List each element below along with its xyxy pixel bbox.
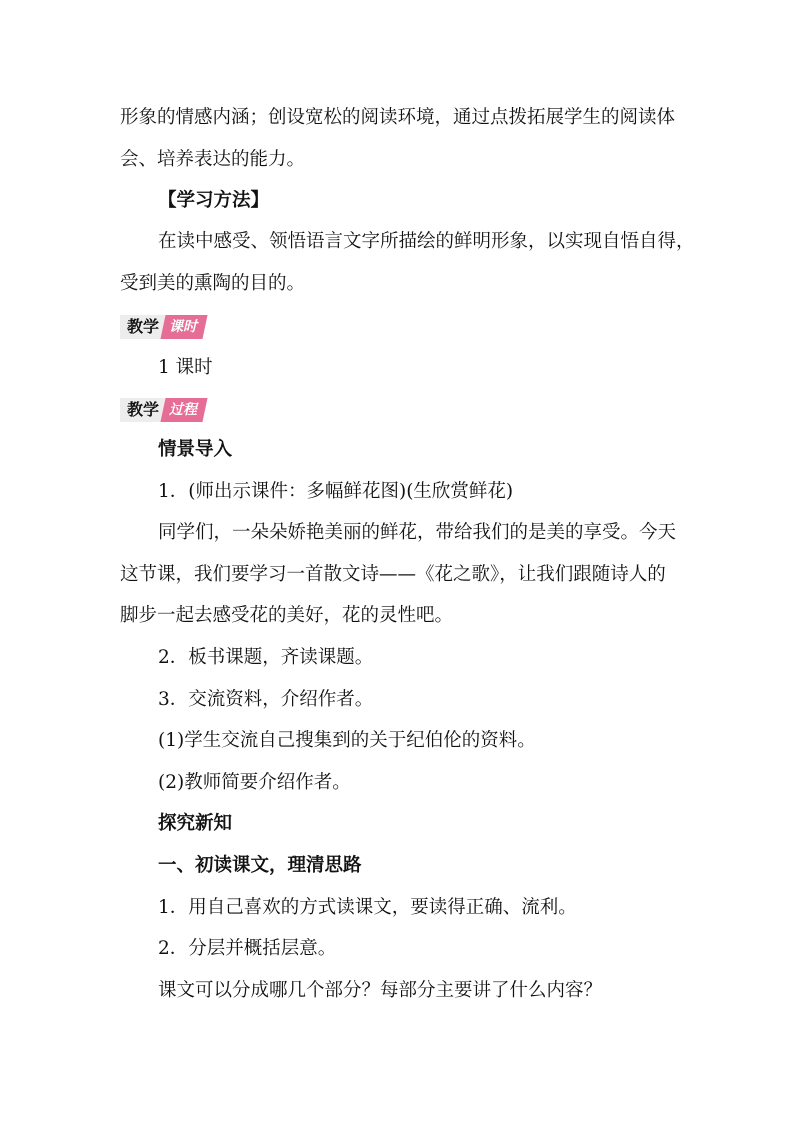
list-item: 3．交流资料，介绍作者。 bbox=[158, 689, 374, 710]
paragraph-line: 形象的情感内涵；创设宽松的阅读环境，通过点拨拓展学生的阅读体 bbox=[120, 107, 676, 128]
list-item: (2)教师简要介绍作者。 bbox=[158, 772, 351, 793]
section-heading-learning-method: 【学习方法】 bbox=[158, 190, 270, 211]
tag-right-label: 课时 bbox=[160, 315, 207, 339]
paragraph-line: 受到美的熏陶的目的。 bbox=[120, 273, 306, 294]
section-heading-first-reading: 一、初读课文，理清思路 bbox=[158, 855, 362, 876]
paragraph-line: 这节课，我们要学习一首散文诗——《花之歌》，让我们跟随诗人的 bbox=[120, 564, 666, 585]
paragraph-line: 在读中感受、领悟语言文字所描绘的鲜明形象，以实现自悟自得， bbox=[158, 231, 695, 252]
tag-left-label: 教学 bbox=[120, 315, 165, 339]
list-item: 1．用自己喜欢的方式读课文，要读得正确、流利。 bbox=[158, 897, 577, 918]
paragraph-line: 同学们，一朵朵娇艳美丽的鲜花，带给我们的是美的享受。今天 bbox=[158, 522, 677, 543]
section-heading-explore: 探究新知 bbox=[158, 813, 233, 834]
list-item: (1)学生交流自己搜集到的关于纪伯伦的资料。 bbox=[158, 730, 536, 751]
tag-left-label: 教学 bbox=[120, 398, 165, 422]
list-item: 1．(师出示课件：多幅鲜花图)(生欣赏鲜花) bbox=[158, 481, 514, 502]
tag-right-label: 过程 bbox=[160, 398, 207, 422]
tag-teaching-process bbox=[120, 398, 205, 422]
paragraph-line: 会、培养表达的能力。 bbox=[120, 149, 306, 170]
paragraph-line: 脚步一起去感受花的美好，花的灵性吧。 bbox=[120, 605, 454, 626]
list-item: 2．板书课题，齐读课题。 bbox=[158, 647, 374, 668]
tag-teaching-period bbox=[120, 315, 205, 339]
list-item: 2．分层并概括层意。 bbox=[158, 938, 337, 959]
section-heading-intro: 情景导入 bbox=[158, 439, 233, 460]
period-value: 1 课时 bbox=[158, 357, 213, 378]
paragraph-line: 课文可以分成哪几个部分？每部分主要讲了什么内容？ bbox=[158, 980, 603, 1001]
